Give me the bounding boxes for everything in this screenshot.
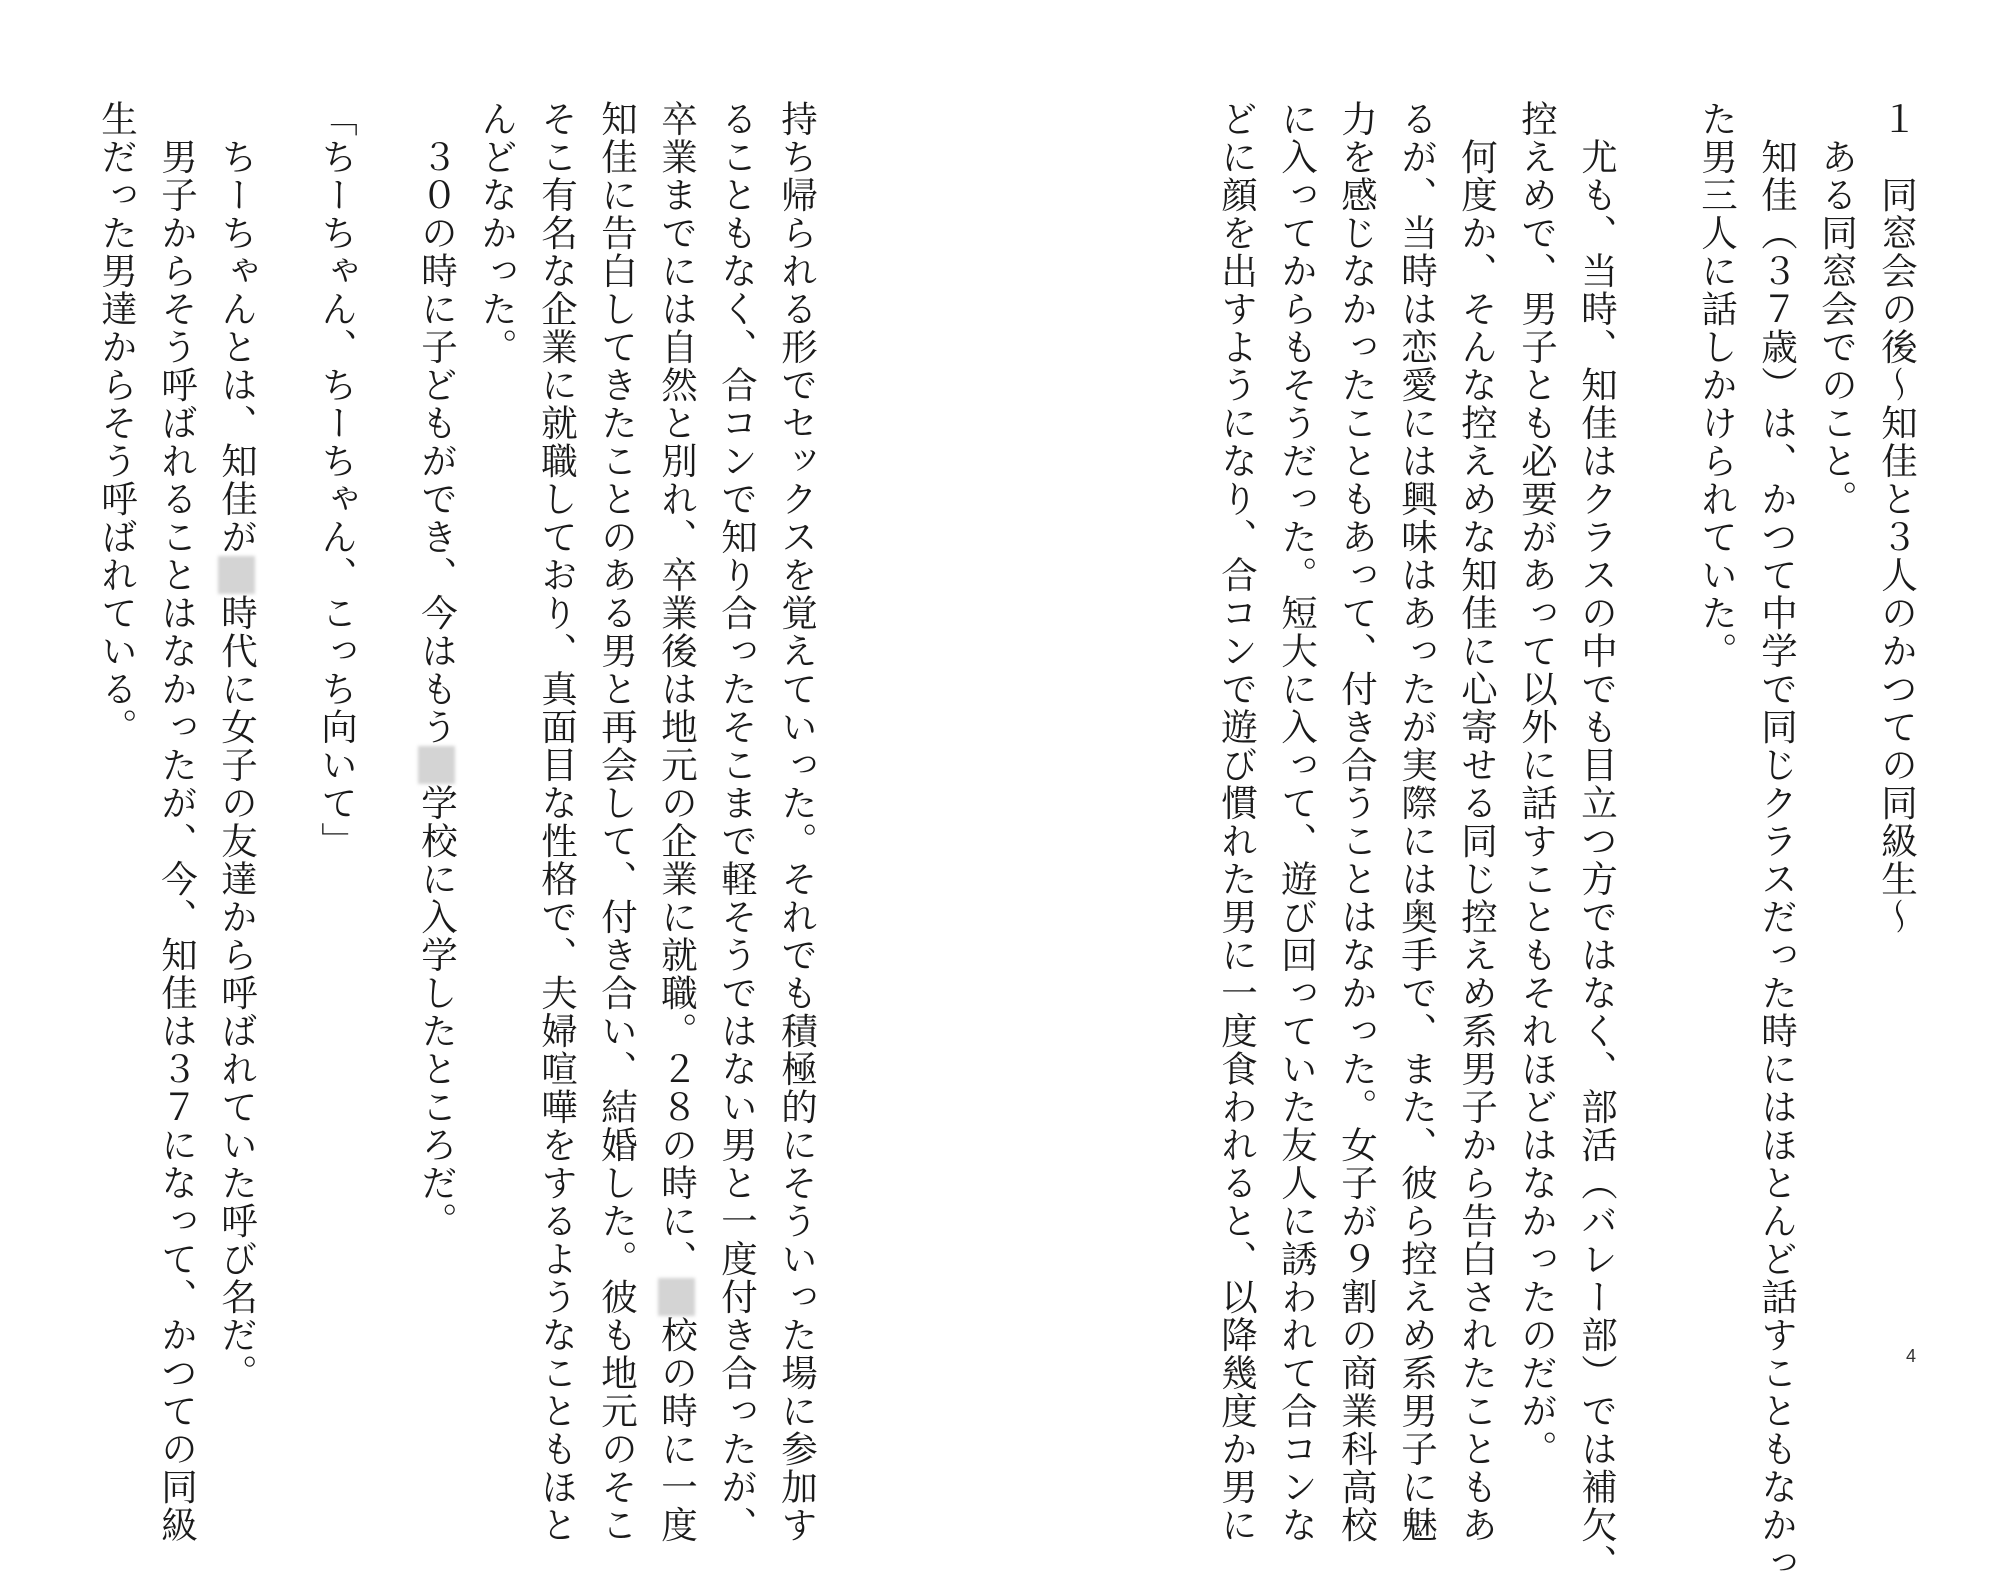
redacted-block: [218, 556, 255, 594]
text-line: 知佳（３７歳）は、かつて中学で同じクラスだった時にはほとんど話すこともなかっ: [1755, 100, 1799, 1582]
text-line: ちーちゃんとは、知佳が 時代に女子の友達から呼ばれていた呼び名だ。: [215, 100, 259, 1392]
text-line: た男三人に話しかけられていた。: [1695, 100, 1739, 670]
text-line: そこ有名な企業に就職しており、真面目な性格で、夫婦喧嘩をするようなこともほと: [535, 100, 579, 1544]
text-line: 持ち帰られる形でセックスを覚えていった。それでも積極的にそういった場に参加す: [775, 100, 819, 1544]
text-line: どに顔を出すようになり、合コンで遊び慣れた男に一度食われると、以降幾度か男に: [1215, 100, 1259, 1544]
text-line: 知佳に告白してきたことのある男と再会して、付き合い、結婚した。彼も地元のそこ: [595, 100, 639, 1544]
left-page: [0, 0, 1000, 1544]
text-line: に入ってからもそうだった。短大に入って、遊び回っていた友人に誘われて合コンな: [1275, 100, 1319, 1544]
dialogue-line: 「ちーちゃん、ちーちゃん、こっち向いて」: [315, 100, 359, 860]
text-line: 卒業までには自然と別れ、卒業後は地元の企業に就職。２８の時に、 校の時に一度: [655, 100, 699, 1544]
page-number: 4: [1906, 1346, 1917, 1366]
redacted-block: [418, 746, 455, 784]
redacted-block: [658, 1278, 695, 1316]
text-line: 生だった男達からそう呼ばれている。: [95, 100, 139, 746]
text-line: んどなかった。: [475, 100, 519, 366]
text-line: ３０の時に子どもができ、今はもう 学校に入学したところだ。: [415, 100, 459, 1240]
chapter-heading: １ 同窓会の後～知佳と３人のかつての同級生～: [1875, 100, 1919, 936]
text-line: ることもなく、合コンで知り合ったそこまで軽そうではない男と一度付き合ったが、: [715, 100, 759, 1544]
right-page: [1000, 0, 2000, 1582]
text-line: 控えめで、男子とも必要があって以外に話すこともそれほどはなかったのだが。: [1515, 100, 1559, 1468]
text-line: 何度か、そんな控えめな知佳に心寄せる同じ控えめ系男子から告白されたこともあ: [1455, 100, 1499, 1544]
text-line: 男子からそう呼ばれることはなかったが、今、知佳は３７になって、かつての同級: [155, 100, 199, 1544]
text-line: 力を感じなかったこともあって、付き合うことはなかった。女子が９割の商業科高校: [1335, 100, 1379, 1544]
text-line: 尤も、当時、知佳はクラスの中でも目立つ方ではなく、部活（バレー部）では補欠、: [1575, 100, 1619, 1582]
text-line: るが、当時は恋愛には興味はあったが実際には奥手で、また、彼ら控えめ系男子に魅: [1395, 100, 1439, 1544]
text-line: ある同窓会でのこと。: [1815, 100, 1859, 518]
